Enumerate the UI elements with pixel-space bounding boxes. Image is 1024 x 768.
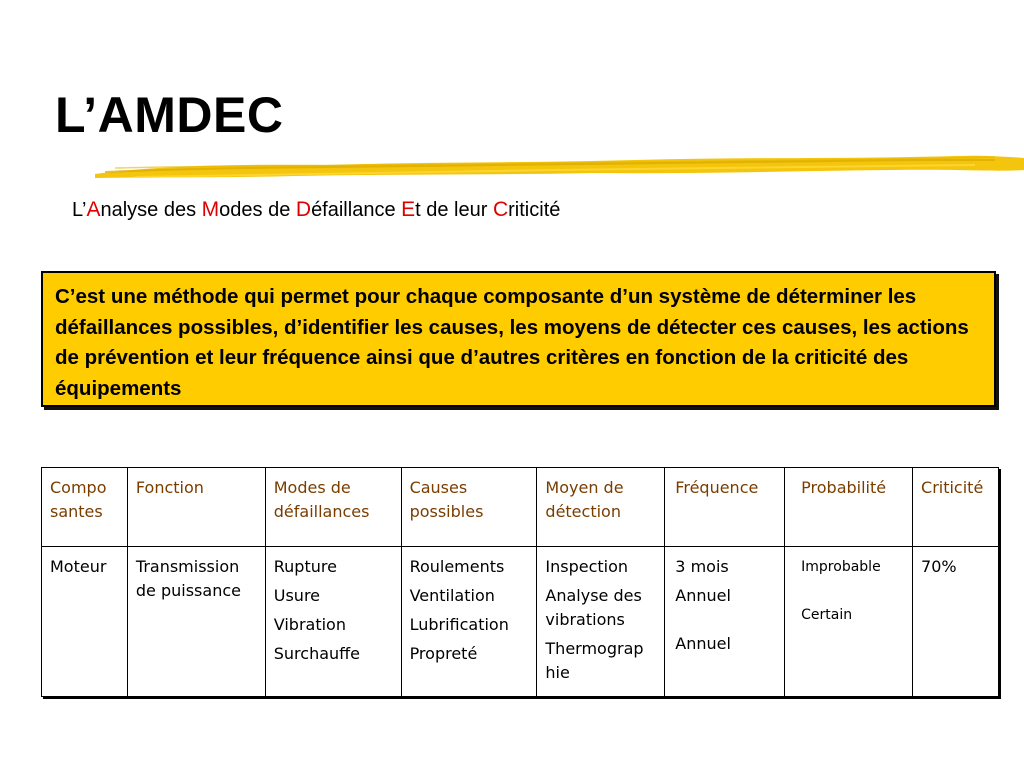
header-modes: Modes de défaillances bbox=[265, 468, 401, 547]
list-item: Certain bbox=[801, 607, 853, 623]
page-title: L’AMDEC bbox=[55, 87, 284, 143]
list-item: Ventilation bbox=[409, 586, 495, 605]
cell-frequence bbox=[665, 547, 785, 697]
list-item: Inspection bbox=[545, 557, 629, 576]
subtitle-text: éfaillance bbox=[311, 199, 402, 221]
acronym-letter-e: E bbox=[401, 198, 416, 221]
cell-detection bbox=[537, 547, 665, 697]
acronym-letter-a: A bbox=[86, 198, 101, 221]
subtitle-text: odes de bbox=[219, 199, 296, 221]
amdec-table bbox=[41, 467, 999, 697]
acronym-letter-d: D bbox=[295, 198, 312, 221]
header-detection: Moyen de détection bbox=[537, 468, 665, 547]
subtitle-text: nalyse des bbox=[100, 199, 202, 221]
acronym-subtitle bbox=[72, 198, 560, 222]
title-underline-brush bbox=[95, 148, 1024, 188]
list-item: 3 mois bbox=[675, 557, 729, 576]
header-criticite: Criticité bbox=[913, 468, 999, 547]
cell-composante: Moteur bbox=[42, 547, 128, 697]
definition-box: C’est une méthode qui permet pour chaque composante d’un système de déterminer les défaillances possibles, d’identifier les causes, les moyens de détecter ces causes, les actions de prévention et leur fréquence ainsi que d’autres critères en fonction de la criticité des équipements bbox=[41, 271, 996, 407]
header-frequence: Fréquence bbox=[665, 468, 785, 547]
header-composantes: Compo santes bbox=[42, 468, 128, 547]
list-item: Rupture bbox=[273, 557, 337, 576]
subtitle-text: L’ bbox=[72, 199, 87, 221]
list-item: Surchauffe bbox=[273, 644, 361, 663]
cell-criticite: 70% bbox=[913, 547, 999, 697]
list-item: Roulements bbox=[409, 557, 505, 576]
list-item: Annuel bbox=[675, 634, 731, 653]
subtitle-text: riticité bbox=[508, 199, 561, 221]
list-item: Lubrification bbox=[409, 615, 509, 634]
cell-probabilite bbox=[785, 547, 913, 697]
list-item: Usure bbox=[273, 586, 321, 605]
list-item: Annuel bbox=[675, 586, 731, 605]
cell-causes bbox=[401, 547, 537, 697]
table-header-row bbox=[42, 468, 999, 547]
cell-modes bbox=[265, 547, 401, 697]
cell-fonction: Transmission de puissance bbox=[127, 547, 265, 697]
header-fonction: Fonction bbox=[127, 468, 265, 547]
header-causes: Causes possibles bbox=[401, 468, 537, 547]
list-item: Propreté bbox=[409, 644, 478, 663]
list-item: Analyse des vibrations bbox=[545, 586, 642, 629]
acronym-letter-m: M bbox=[201, 198, 220, 221]
list-item: Thermograp hie bbox=[545, 639, 644, 682]
header-probabilite: Probabilité bbox=[785, 468, 913, 547]
list-item: Improbable bbox=[801, 559, 881, 575]
subtitle-text: t de leur bbox=[415, 199, 493, 221]
acronym-letter-c: C bbox=[492, 198, 509, 221]
table-row bbox=[42, 547, 999, 697]
list-item: Vibration bbox=[273, 615, 346, 634]
